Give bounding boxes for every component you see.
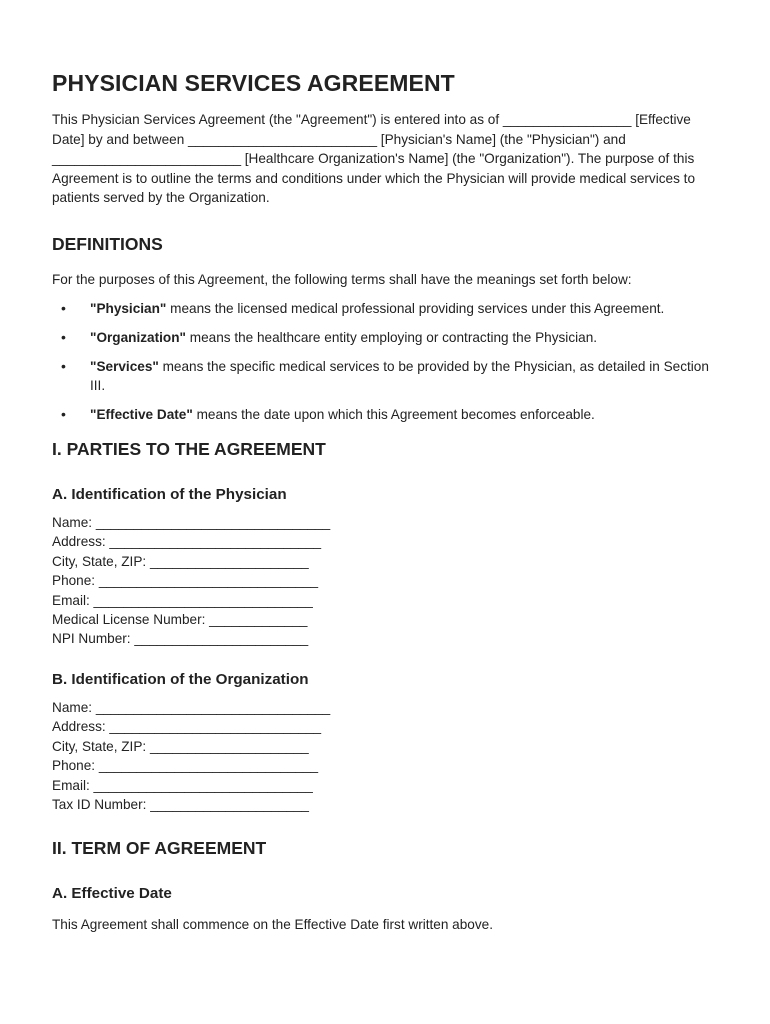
organization-city-state-zip-field[interactable]: City, State, ZIP: _____________________ — [52, 738, 309, 754]
physician-license-field[interactable]: Medical License Number: _____________ — [52, 612, 308, 628]
definition-text: means the licensed medical professional providing services under this Agreement. — [166, 300, 665, 316]
definitions-list — [52, 299, 718, 425]
parties-heading: I. PARTIES TO THE AGREEMENT — [52, 439, 326, 460]
definitions-intro: For the purposes of this Agreement, the following terms shall have the meanings set forth below: — [52, 271, 632, 287]
physician-email-field[interactable]: Email: _____________________________ — [52, 592, 313, 608]
organization-address-field[interactable]: Address: ____________________________ — [52, 719, 322, 735]
definition-text: means the specific medical services to be provided by the Physician, as detailed in Section III. — [90, 358, 709, 394]
physician-city-state-zip-field[interactable]: City, State, ZIP: _____________________ — [52, 553, 309, 569]
physician-fields — [52, 513, 718, 649]
organization-tax-id-field[interactable]: Tax ID Number: _____________________ — [52, 796, 309, 812]
physician-address-field[interactable]: Address: ____________________________ — [52, 534, 322, 550]
bullet-icon: • — [61, 328, 66, 345]
definition-item — [52, 328, 718, 348]
definition-item — [52, 405, 718, 425]
document-title: PHYSICIAN SERVICES AGREEMENT — [52, 70, 455, 96]
physician-name-field[interactable]: Name: _______________________________ — [52, 515, 331, 531]
physician-npi-field[interactable]: NPI Number: _______________________ — [52, 631, 309, 647]
term-heading: II. TERM OF AGREEMENT — [52, 838, 267, 859]
effective-date-heading: A. Effective Date — [52, 885, 172, 903]
definition-item — [52, 357, 718, 396]
intro-paragraph: This Physician Services Agreement (the "Agreement") is entered into as of _________________ [Effective Date] by and between _________________________ [Physician's Name] (the "Physician") and _________________________ [Healthcare Organization's Name] (the "Organization"). The purpose of this Agreement is to outline the terms and conditions under which the Physician will provide medical services to patients served by the Organization. — [52, 112, 696, 206]
organization-name-field[interactable]: Name: _______________________________ — [52, 699, 331, 715]
effective-date-text: This Agreement shall commence on the Effective Date first written above. — [52, 917, 493, 933]
physician-identification-heading: A. Identification of the Physician — [52, 486, 287, 504]
bullet-icon: • — [61, 299, 66, 316]
organization-identification-heading: B. Identification of the Organization — [52, 670, 309, 688]
organization-phone-field[interactable]: Phone: _____________________________ — [52, 758, 319, 774]
definition-term: "Services" — [90, 358, 159, 374]
definition-item — [52, 299, 718, 319]
definition-term: "Physician" — [90, 300, 167, 316]
definition-term: "Organization" — [90, 329, 186, 345]
definition-term: "Effective Date" — [90, 407, 193, 423]
bullet-icon: • — [61, 357, 66, 374]
definitions-heading: DEFINITIONS — [52, 233, 163, 254]
organization-email-field[interactable]: Email: _____________________________ — [52, 777, 313, 793]
physician-phone-field[interactable]: Phone: _____________________________ — [52, 573, 319, 589]
definition-text: means the healthcare entity employing or contracting the Physician. — [185, 329, 598, 345]
organization-fields — [52, 698, 718, 814]
bullet-icon: • — [61, 406, 66, 423]
definition-text: means the date upon which this Agreement becomes enforceable. — [192, 407, 595, 423]
